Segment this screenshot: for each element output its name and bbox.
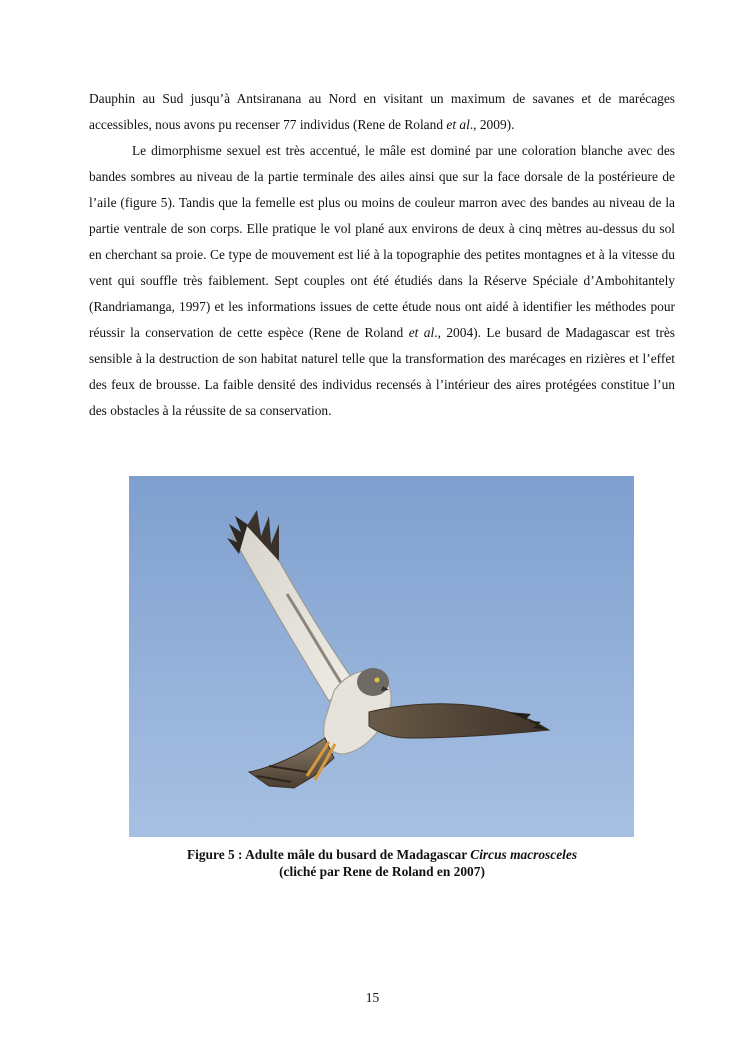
figure-caption: [89, 846, 675, 880]
paragraph-1-text: Dauphin au Sud jusqu’à Antsiranana au Nord en visitant un maximum de savanes et de marécages accessibles, nous avons pu recenser 77 individus (Rene de Roland: [89, 91, 675, 132]
paragraph-1: [89, 86, 675, 138]
paragraph-2-etal: et al: [408, 325, 435, 340]
paragraph-1-etal: et al: [446, 117, 470, 132]
harrier-photo: [129, 476, 634, 837]
paragraph-2-text-end: ., 2004). Le busard de Madagascar est très sensible à la destruction de son habitat naturel telle que la transformation des marécages en rizières et l’effet des feux de brousse. La faible densité des individus recensés à l’intérieur des aires protégées constitue l’un des obstacles à la réussite de sa conservation.: [89, 325, 675, 418]
caption-line-1: [89, 846, 675, 863]
body-text: [89, 86, 675, 424]
page-number: 15: [365, 990, 380, 1005]
caption-prefix: Figure 5 : Adulte mâle du busard de Madagascar: [186, 847, 471, 862]
sky-background: [129, 476, 634, 837]
caption-species: Circus macrosceles: [470, 847, 578, 862]
harrier-illustration: [129, 476, 634, 837]
paragraph-2: [89, 138, 675, 424]
paragraph-2-text: Le dimorphisme sexuel est très accentué, le mâle est dominé par une coloration blanche avec des bandes sombres au niveau de la partie terminale des ailes ainsi que sur la face dorsale de la postérieure de l’aile (figure 5). Tandis que la femelle est plus ou moins de couleur marron avec des bandes au niveau de la partie ventrale de son corps. Elle pratique le vol plané aux environs de deux à cinq mètres au-dessus du sol en cherchant sa proie. Ce type de mouvement est lié à la topographie des petites montagnes et à la vitesse du vent qui souffle très faiblement. Sept couples ont été étudiés dans la Réserve Spéciale d’Ambohitantely (Randriamanga, 1997) et les informations issues de cette étude nous ont aidé à identifier les méthodes pour réussir la conservation de cette espèce (Rene de Roland: [89, 143, 675, 340]
caption-line-2: (cliché par Rene de Roland en 2007): [279, 864, 485, 879]
bird-eye: [375, 678, 380, 683]
paragraph-1-text-end: ., 2009).: [469, 117, 515, 132]
bird-head: [357, 668, 389, 696]
